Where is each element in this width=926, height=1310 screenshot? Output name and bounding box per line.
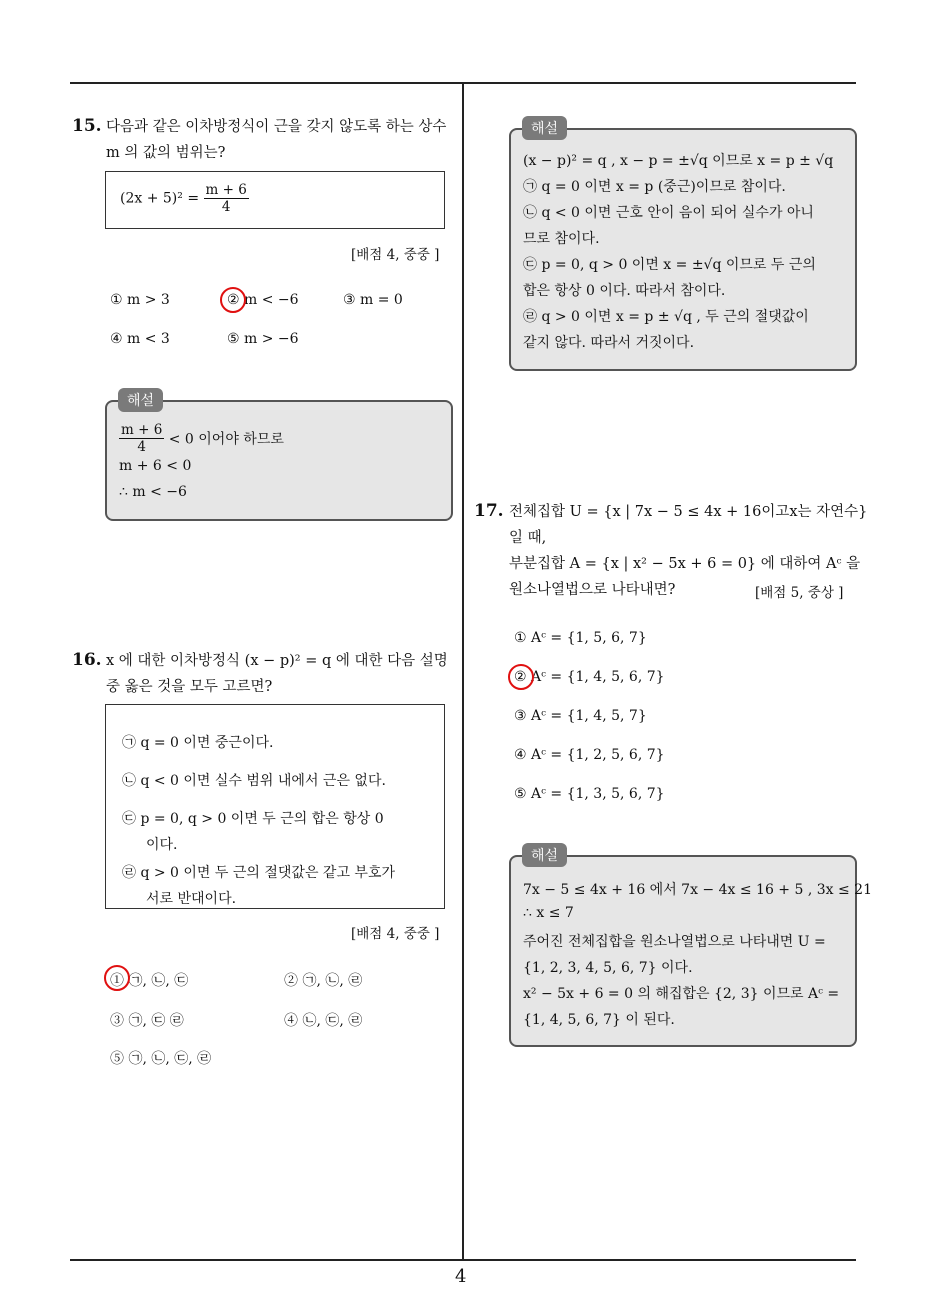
choice-5[interactable]: ⑤ ㉠, ㉡, ㉢, ㉣: [110, 1051, 212, 1067]
answer-mark-circle: [220, 287, 246, 313]
solution-tag: 해설: [522, 116, 567, 140]
points-label: [배점 4, 중중 ]: [351, 926, 440, 942]
solution-line3: ∴ m < −6: [119, 484, 187, 500]
question-text-line4: 원소나열법으로 나타내면?: [509, 582, 676, 598]
choice-5[interactable]: ⑤ Aᶜ = {1, 3, 5, 6, 7}: [514, 786, 665, 802]
answer-mark-circle: [104, 965, 130, 991]
statement-1: ㉠ q = 0 이면 중근이다.: [122, 735, 274, 751]
question-number: 15.: [72, 116, 102, 136]
statement-3: ㉢ p = 0, q > 0 이면 두 근의 합은 항상 0: [122, 811, 384, 827]
choice-2[interactable]: ② Aᶜ = {1, 4, 5, 6, 7}: [514, 669, 665, 685]
solution-line: 므로 참이다.: [523, 231, 600, 247]
solution-line: {1, 2, 3, 4, 5, 6, 7} 이다.: [523, 960, 693, 976]
choice-3[interactable]: ③ Aᶜ = {1, 4, 5, 7}: [514, 708, 647, 724]
question-text-line1: 전체집합 U = {x | 7x − 5 ≤ 4x + 16이고x는 자연수}: [509, 504, 868, 520]
choice-3[interactable]: ③ m = 0: [343, 292, 403, 308]
solution-line: ∴ x ≤ 7: [523, 905, 574, 921]
equation-left: (2x + 5)² =: [120, 190, 204, 207]
solution-box: [509, 855, 872, 1047]
question-number: 16.: [72, 650, 102, 670]
question-text-line1: 다음과 같은 이차방정식이 근을 갖지 않도록 하는 상수: [106, 119, 447, 135]
choice-2[interactable]: ② ㉠, ㉡, ㉣: [284, 973, 363, 989]
page-number: 4: [455, 1266, 467, 1287]
solution-line: 주어진 전체집합을 원소나열법으로 나타내면 U =: [523, 934, 826, 950]
bottom-rule: [70, 1259, 856, 1261]
column-divider: [462, 83, 464, 1260]
statement-3-cont: 이다.: [146, 837, 178, 853]
solution-box: [509, 128, 857, 371]
choice-1[interactable]: ① m > 3: [110, 292, 170, 308]
question-number: 17.: [474, 501, 504, 521]
question-text-line1: x 에 대한 이차방정식 (x − p)² = q 에 대한 다음 설명: [106, 653, 448, 669]
solution-line: 같지 않다. 따라서 거짓이다.: [523, 335, 695, 351]
points-label: [배점 5, 중상 ]: [755, 585, 844, 601]
solution-line: x² − 5x + 6 = 0 의 해집합은 {2, 3} 이므로 Aᶜ =: [523, 986, 840, 1002]
solution-line: 합은 항상 0 이다. 따라서 참이다.: [523, 283, 726, 299]
solution-line: {1, 4, 5, 6, 7} 이 된다.: [523, 1012, 675, 1028]
answer-mark-circle: [508, 664, 534, 690]
statement-2: ㉡ q < 0 이면 실수 범위 내에서 근은 없다.: [122, 773, 386, 789]
solution-line: 7x − 5 ≤ 4x + 16 에서 7x − 4x ≤ 16 + 5 , 3x ≤ 21: [523, 882, 872, 898]
equation-fraction: $\frac{m + 6}{4}$: [205, 182, 247, 215]
solution-box: [105, 400, 453, 521]
statements-box: [105, 704, 445, 909]
question-text-line2: 일 때,: [509, 530, 547, 546]
solution-fraction: $\frac{m + 6}{4}$: [121, 422, 163, 455]
solution-line: (x − p)² = q , x − p = ±√q 이므로 x = p ± √q: [523, 153, 834, 169]
solution-line: ㉢ p = 0, q > 0 이면 x = ±√q 이므로 두 근의: [523, 257, 816, 273]
choice-4[interactable]: ④ ㉡, ㉢, ㉣: [284, 1013, 363, 1029]
choice-5[interactable]: ⑤ m > −6: [227, 331, 299, 347]
equation-box: [105, 171, 445, 229]
statement-4: ㉣ q > 0 이면 두 근의 절댓값은 같고 부호가: [122, 865, 395, 881]
choice-3[interactable]: ③ ㉠, ㉢ ㉣: [110, 1013, 184, 1029]
statement-4-cont: 서로 반대이다.: [146, 891, 237, 907]
choice-4[interactable]: ④ Aᶜ = {1, 2, 5, 6, 7}: [514, 747, 665, 763]
question-text-line2: m 의 값의 범위는?: [106, 145, 226, 161]
solution-line1: $\frac{m + 6}{4}$ < 0 이어야 하므로: [121, 422, 284, 455]
solution-tag: 해설: [522, 843, 567, 867]
choice-4[interactable]: ④ m < 3: [110, 331, 170, 347]
solution-line: ㉣ q > 0 이면 x = p ± √q , 두 근의 절댓값이: [523, 309, 809, 325]
solution-line: ㉡ q < 0 이면 근호 안이 음이 되어 실수가 아니: [523, 205, 814, 221]
solution-tag: 해설: [118, 388, 163, 412]
choice-1[interactable]: ① ㉠, ㉡, ㉢: [110, 973, 189, 989]
question-text-line2: 중 옳은 것을 모두 고르면?: [106, 679, 273, 695]
solution-line: ㉠ q = 0 이면 x = p (중근)이므로 참이다.: [523, 179, 786, 195]
points-label: [배점 4, 중중 ]: [351, 247, 440, 263]
solution-line2: m + 6 < 0: [119, 458, 192, 474]
question-text-line3: 부분집합 A = {x | x² − 5x + 6 = 0} 에 대하여 Aᶜ 을: [509, 556, 861, 572]
choice-1[interactable]: ① Aᶜ = {1, 5, 6, 7}: [514, 630, 647, 646]
choice-2[interactable]: ② m < −6: [227, 292, 299, 308]
